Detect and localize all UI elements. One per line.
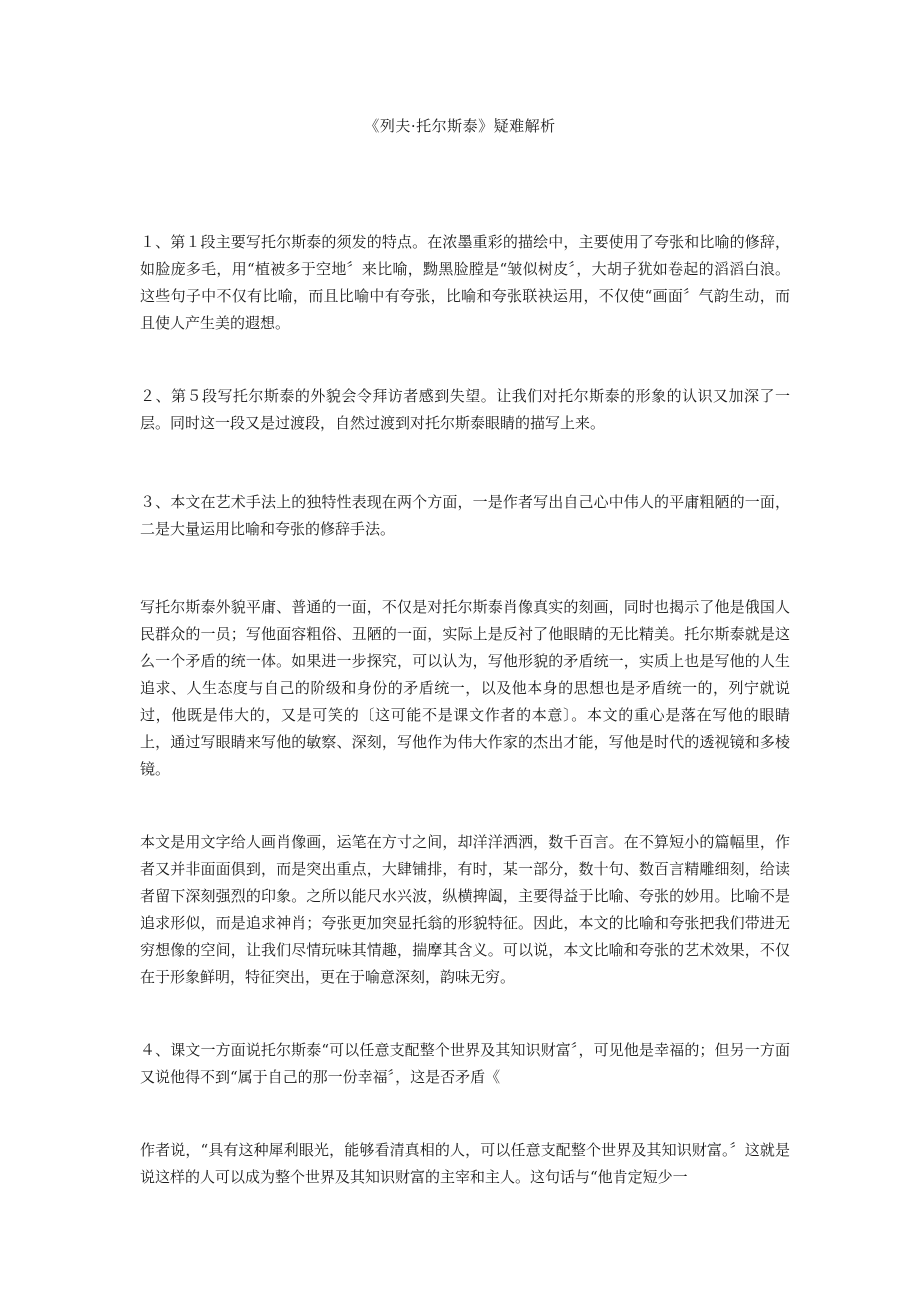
paragraph-6: ４、课文一方面说托尔斯泰“可以任意支配整个世界及其知识财富〞，可见他是幸福的；但另一方面又说他得不到“属于自己的那一份幸福〞，这是否矛盾《 bbox=[140, 1041, 790, 1086]
paragraph-4: 写托尔斯泰外貌平庸、普通的一面，不仅是对托尔斯泰肖像真实的刻画，同时也揭示了他是俄国人民群众的一员；写他面容粗俗、丑陋的一面，实际上是反衬了他眼睛的无比精美。托尔斯泰就是这么一个矛盾的统一体。如果进一步探究，可以认为，写他形貌的矛盾统一，实质上也是写他的人生追求、人生态度与自己的阶级和身份的矛盾统一，以及他本身的思想也是矛盾统一的，列宁就说过，他既是伟大的，又是可笑的〔这可能不是课文作者的本意〕。本文的重心是落在写他的眼睛上，通过写眼睛来写他的敏察、深刻，写他作为伟大作家的杰出才能，写他是时代的透视镜和多棱镜。 bbox=[140, 598, 790, 778]
paragraph-1: １、第１段主要写托尔斯泰的须发的特点。在浓墨重彩的描绘中，主要使用了夸张和比喻的修辞，如脸庞多毛，用“植被多于空地〞来比喻，黝黑脸膛是“皱似树皮〞，大胡子犹如卷起的滔滔白浪。这些句子中不仅有比喻，而且比喻中有夸张，比喻和夸张联袂运用，不仅使“画面〞气韵生动，而且使人产生美的遐想。 bbox=[140, 233, 790, 332]
paragraph-2: ２、第５段写托尔斯泰的外貌会令拜访者感到失望。让我们对托尔斯泰的形象的认识又加深了一层。同时这一段又是过渡段，自然过渡到对托尔斯泰眼睛的描写上来。 bbox=[140, 387, 790, 432]
paragraph-5: 本文是用文字给人画肖像画，运笔在方寸之间，却洋洋洒洒，数千百言。在不算短小的篇幅里，作者又并非面面俱到，而是突出重点，大肆铺排，有时，某一部分，数十句、数百言精雕细刻，给读者留下深刻强烈的印象。之所以能尺水兴波，纵横捭阖，主要得益于比喻、夸张的妙用。比喻不是追求形似，而是追求神肖；夸张更加突显托翁的形貌特征。因此，本文的比喻和夸张把我们带进无穷想像的空间，让我们尽情玩味其情趣，揣摩其含义。可以说，本文比喻和夸张的艺术效果，不仅在于形象鲜明，特征突出，更在于喻意深刻，韵味无穷。 bbox=[140, 833, 790, 986]
page-title: 《列夫·托尔斯泰》疑难解析 bbox=[364, 117, 556, 135]
paragraph-7: 作者说，“具有这种犀利眼光，能够看清真相的人，可以任意支配整个世界及其知识财富。〞这就是说这样的人可以成为整个世界及其知识财富的主宰和主人。这句话与“他肯定短少一 bbox=[140, 1141, 790, 1186]
paragraph-3: ３、本文在艺术手法上的独特性表现在两个方面，一是作者写出自己心中伟人的平庸粗陋的一面，二是大量运用比喻和夸张的修辞手法。 bbox=[140, 493, 790, 538]
